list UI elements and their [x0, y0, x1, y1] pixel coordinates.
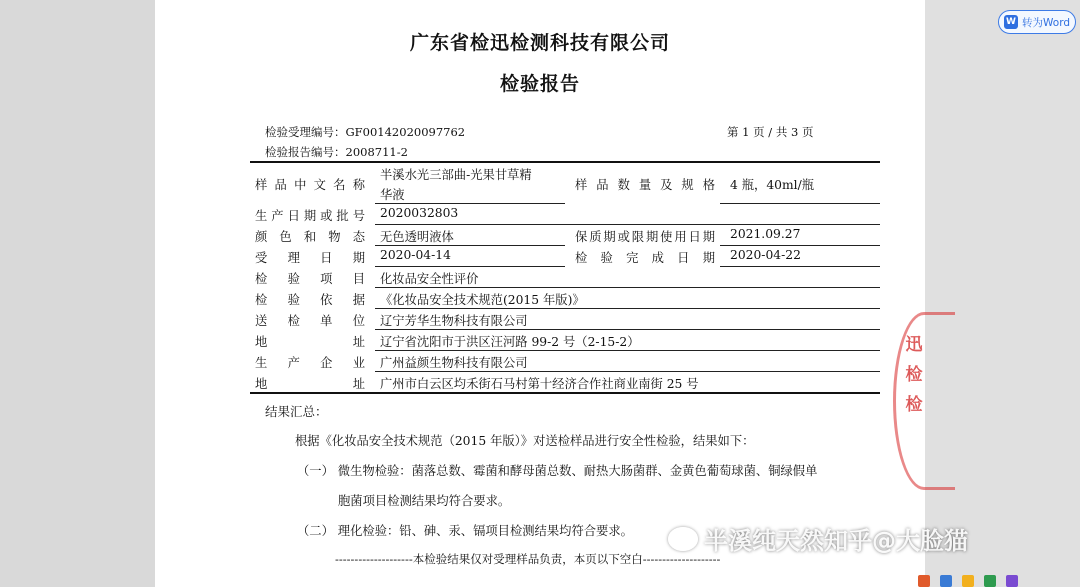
field-label: 检验项目: [255, 272, 365, 286]
word-icon: W: [1004, 15, 1018, 29]
complete-date: 2020-04-22: [730, 248, 801, 262]
app-icon[interactable]: [1006, 575, 1018, 587]
color-value: 无色透明液体: [380, 230, 454, 244]
receive-date: 2020-04-14: [380, 248, 451, 262]
table-row: [250, 309, 880, 330]
field-label: 样品数量及规格: [575, 178, 715, 192]
sample-name-line2: 华液: [380, 188, 405, 202]
taskbar-tray: [912, 575, 1080, 587]
table-row: [250, 288, 880, 309]
summary-item-chemical: （二） 理化检验：铅、砷、汞、镉项目检测结果均符合要求。: [297, 524, 633, 538]
accept-number: 检验受理编号：GF00142020097762: [265, 125, 466, 139]
summary-intro: 根据《化妆品安全技术规范（2015 年版）》对送检样品进行安全性检验，结果如下：: [295, 434, 755, 448]
report-title: 检验报告: [499, 73, 580, 95]
app-icon[interactable]: [984, 575, 996, 587]
viewer-right-margin: [925, 0, 1080, 587]
watermark: [668, 521, 968, 556]
app-icon[interactable]: [962, 575, 974, 587]
viewer-left-margin: [0, 0, 155, 587]
field-label: 地址: [255, 377, 365, 391]
seal-text: 迅检检: [905, 335, 923, 415]
table-top-rule: [250, 161, 880, 163]
wechat-icon: [668, 527, 698, 551]
sample-info-table: [250, 164, 880, 394]
field-label: 样品中文名称: [255, 178, 365, 192]
summary-title: 结果汇总：: [265, 404, 328, 419]
field-label: 地址: [255, 335, 365, 349]
maker-address: 广州市白云区均禾街石马村第十经济合作社商业南街 25 号: [380, 377, 699, 391]
sample-quantity: 4 瓶，40ml/瓶: [730, 178, 815, 192]
basis-value: 《化妆品安全技术规范(2015 年版)》: [380, 293, 585, 307]
table-row: [250, 164, 880, 204]
summary-item-microbe-cont: 胞菌项目检测结果均符合要求。: [338, 494, 511, 508]
table-row: [250, 330, 880, 351]
sender-value: 辽宁芳华生物科技有限公司: [380, 314, 528, 328]
table-row: [250, 267, 880, 288]
expiry-value: 2021.09.27: [730, 227, 801, 241]
field-label: 生产企业: [255, 356, 365, 370]
field-label: 受理日期: [255, 251, 365, 265]
sender-address: 辽宁省沈阳市于洪区汪河路 99-2 号（2-15-2）: [380, 335, 640, 349]
field-label: 颜色和物态: [255, 230, 365, 244]
field-label: 保质期或限期使用日期: [575, 230, 715, 244]
table-row: [250, 246, 880, 267]
sample-name-line1: 半溪水光三部曲-光果甘草精: [380, 168, 532, 182]
report-page: [155, 0, 925, 587]
report-number: 检验报告编号：2008711-2: [265, 145, 408, 159]
watermark-text: 半溪纯天然知乎@大脸猫: [704, 527, 968, 555]
maker-value: 广州益颜生物科技有限公司: [380, 356, 528, 370]
field-label: 检验依据: [255, 293, 365, 307]
table-row: [250, 225, 880, 246]
convert-to-word-button[interactable]: [998, 10, 1076, 34]
field-label: 生产日期或批号: [255, 209, 365, 223]
table-row: [250, 204, 880, 225]
field-label: 检验完成日期: [575, 251, 715, 265]
convert-to-word-label: 转为Word: [1022, 16, 1070, 29]
company-name: 广东省检迅检测科技有限公司: [409, 32, 670, 54]
batch-value: 2020032803: [380, 206, 459, 220]
field-label: 送检单位: [255, 314, 365, 328]
table-row: [250, 372, 880, 394]
item-value: 化妆品安全性评价: [380, 272, 479, 286]
table-row: [250, 351, 880, 372]
table-bottom-rule: [250, 392, 880, 394]
page-indicator: 第 1 页 / 共 3 页: [727, 125, 814, 139]
summary-item-microbe: （一） 微生物检验：菌落总数、霉菌和酵母菌总数、耐热大肠菌群、金黄色葡萄球菌、铜绿假单: [297, 464, 818, 478]
blank-below-note: --------------------本检验结果仅对受理样品负责，本页以下空白--------------------: [335, 552, 721, 566]
app-icon[interactable]: [940, 575, 952, 587]
app-icon[interactable]: [918, 575, 930, 587]
